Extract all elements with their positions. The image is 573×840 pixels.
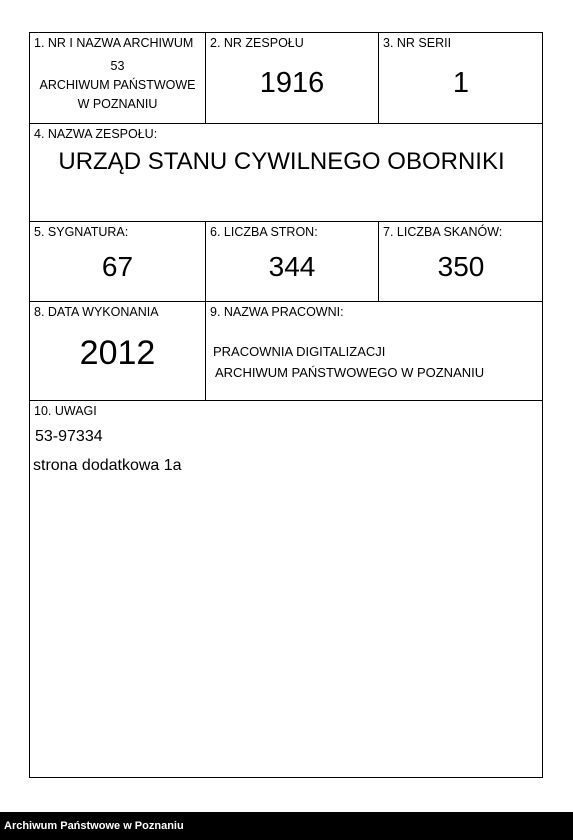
- archive-name-line1: ARCHIWUM PAŃSTWOWE: [39, 78, 196, 92]
- fonds-name-value: URZĄD STANU CYWILNEGO OBORNIKI: [58, 148, 505, 175]
- footer-bar: [0, 812, 573, 840]
- fonds-number-value: 1916: [259, 67, 325, 99]
- page-count-cell: [206, 222, 378, 301]
- creation-date-label: 8. DATA WYKONANIA: [34, 305, 159, 319]
- series-number-cell: [379, 33, 543, 123]
- archive-label: 1. NR I NAZWA ARCHIWUM: [34, 36, 194, 50]
- fonds-number-label: 2. NR ZESPOŁU: [210, 36, 304, 50]
- series-number-label: 3. NR SERII: [383, 36, 452, 50]
- archive-cell: [30, 33, 205, 123]
- remarks-line1: 53-97334: [35, 428, 103, 445]
- footer-text: Archiwum Państwowe w Poznaniu: [4, 820, 184, 832]
- archive-number: 53: [110, 59, 125, 73]
- scan-count-cell: [379, 222, 543, 301]
- fonds-name-label: 4. NAZWA ZESPOŁU:: [34, 127, 158, 141]
- page-count-label: 6. LICZBA STRON:: [210, 225, 318, 239]
- signature-value: 67: [101, 251, 134, 282]
- creation-date-value: 2012: [79, 334, 156, 372]
- remarks-cell: [30, 401, 543, 778]
- metadata-form: [29, 32, 543, 778]
- scan-count-label: 7. LICZBA SKANÓW:: [383, 225, 503, 239]
- signature-cell: [30, 222, 205, 301]
- workshop-cell: [206, 302, 543, 400]
- scan-count-value: 350: [437, 251, 485, 282]
- workshop-label: 9. NAZWA PRACOWNI:: [210, 305, 344, 319]
- workshop-line2: ARCHIWUM PAŃSTWOWEGO W POZNANIU: [215, 365, 485, 380]
- fonds-number-cell: [206, 33, 378, 123]
- page-count-value: 344: [268, 251, 316, 282]
- fonds-name-cell: [30, 124, 543, 221]
- remarks-line2: strona dodatkowa 1a: [33, 457, 182, 474]
- series-number-value: 1: [452, 67, 470, 99]
- archive-name-line2: W POZNANIU: [77, 97, 158, 111]
- signature-label: 5. SYGNATURA:: [34, 225, 129, 239]
- workshop-line1: PRACOWNIA DIGITALIZACJI: [213, 344, 386, 359]
- creation-date-cell: [30, 302, 205, 400]
- remarks-label: 10. UWAGI: [34, 404, 97, 418]
